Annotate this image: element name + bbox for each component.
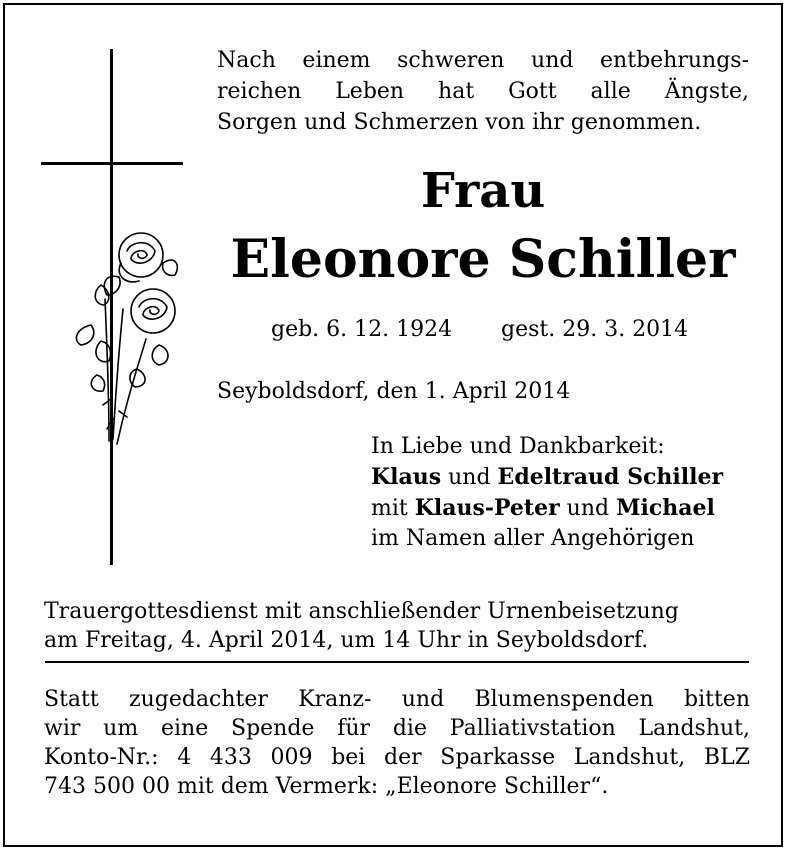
connector-text: und (559, 496, 617, 521)
family-line: im Namen aller Angehörigen (371, 526, 695, 551)
verse-line: Nach einem schweren und entbehrungs- (217, 48, 749, 73)
family-line (371, 462, 723, 493)
donation-line: wir um eine Spende für die Palliativstation Landshut, (44, 716, 750, 741)
cross-with-roses (41, 49, 191, 565)
verse-line: reichen Leben hat Gott alle Ängste, (217, 79, 749, 104)
service-line: am Freitag, 4. April 2014, um 14 Uhr in Seyboldsdorf. (44, 628, 649, 653)
donation-notice (44, 685, 750, 801)
family-name: Edeltraud Schiller (497, 464, 724, 490)
connector-text: mit (371, 496, 415, 521)
divider (45, 661, 749, 663)
verse-line: Sorgen und Schmerzen von ihr genommen. (217, 110, 702, 135)
family-line (371, 493, 723, 524)
birth-date: geb. 6. 12. 1924 (271, 317, 453, 342)
connector-text: und (441, 465, 498, 490)
roses-icon (76, 233, 177, 444)
service-notice (44, 597, 750, 655)
verse (217, 45, 749, 138)
cross-icon (41, 49, 183, 565)
service-line: Trauergottesdienst mit anschließender Urnenbeisetzung (44, 599, 679, 624)
donation-line: Statt zugedachter Kranz- und Blumenspenden bitten (44, 687, 750, 712)
deceased-name: Eleonore Schiller (230, 229, 736, 290)
death-date: gest. 29. 3. 2014 (501, 317, 689, 342)
place-date: Seyboldsdorf, den 1. April 2014 (217, 379, 571, 404)
family-name: Michael (616, 495, 715, 521)
donation-line: Konto-Nr.: 4 433 009 bei der Sparkasse Landshut, BLZ (44, 745, 750, 770)
family-name: Klaus-Peter (414, 495, 560, 521)
family-intro: In Liebe und Dankbarkeit: (371, 434, 665, 459)
family-block (371, 432, 723, 554)
family-name: Klaus (371, 464, 442, 490)
donation-line: 743 500 00 mit dem Vermerk: „Eleonore Schiller“. (44, 774, 609, 799)
obituary-notice (3, 3, 783, 847)
salutation: Frau (420, 163, 546, 219)
